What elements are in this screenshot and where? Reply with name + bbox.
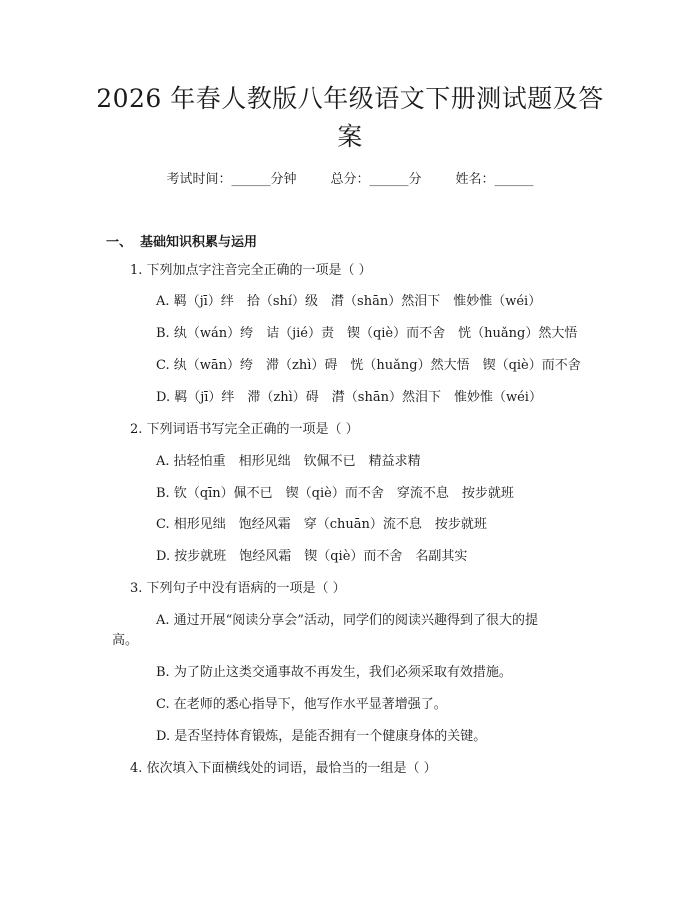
section-title: 基础知识积累与运用 — [140, 235, 258, 250]
question-stem: 4. 依次填入下面横线处的词语，最恰当的一组是（ ） — [130, 761, 437, 776]
total-score-field: 总分：______分 — [330, 172, 422, 187]
question-stem: 3. 下列句子中没有语病的一项是（ ） — [130, 581, 346, 596]
exam-time-field: 考试时间：______分钟 — [166, 172, 297, 187]
option-line: C. 纨（wān）绔 滞（zhì）碍 恍（huǎng）然大悟 锲（qiè）而不舍 — [156, 358, 581, 373]
option-line: A. 拈轻怕重 相形见绌 钦佩不已 精益求精 — [156, 454, 421, 469]
section-heading — [106, 231, 257, 250]
section-number: 一、 — [106, 235, 133, 250]
page-title: 2026 年春人教版八年级语文下册测试题及答案 — [96, 84, 604, 151]
question-stem: 2. 下列词语书写完全正确的一项是（ ） — [130, 422, 359, 437]
student-name-field: 姓名：______ — [455, 172, 534, 187]
option-line: B. 钦（qīn）佩不已 锲（qiè）而不舍 穿流不息 按步就班 — [156, 486, 514, 501]
option-line: A. 通过开展“阅读分享会”活动，同学们的阅读兴趣得到了很大的提 — [156, 613, 538, 628]
option-line: C. 相形见绌 饱经风霜 穿（chuān）流不息 按步就班 — [156, 517, 487, 532]
question-stem: 1. 下列加点字注音完全正确的一项是（ ） — [130, 263, 372, 278]
option-line: D. 按步就班 饱经风霜 锲（qiè）而不舍 名副其实 — [156, 549, 468, 564]
option-line: B. 为了防止这类交通事故不再发生，我们必须采取有效措施。 — [156, 665, 512, 680]
exam-meta — [0, 168, 700, 187]
option-line: C. 在老师的悉心指导下，他写作水平显著增强了。 — [156, 697, 447, 712]
option-line-continuation: 高。 — [112, 633, 139, 648]
option-line: D. 羁（jī）绊 滞（zhì）碍 潸（shān）然泪下 惟妙惟（wéi） — [156, 390, 542, 405]
option-line: B. 纨（wán）绔 诘（jié）责 锲（qiè）而不舍 恍（huǎng）然大悟 — [156, 326, 578, 341]
option-line: D. 是否坚持体育锻炼，是能否拥有一个健康身体的关键。 — [156, 729, 487, 744]
option-line: A. 羁（jī）绊 拾（shí）级 潸（shān）然泪下 惟妙惟（wéi） — [156, 294, 542, 309]
